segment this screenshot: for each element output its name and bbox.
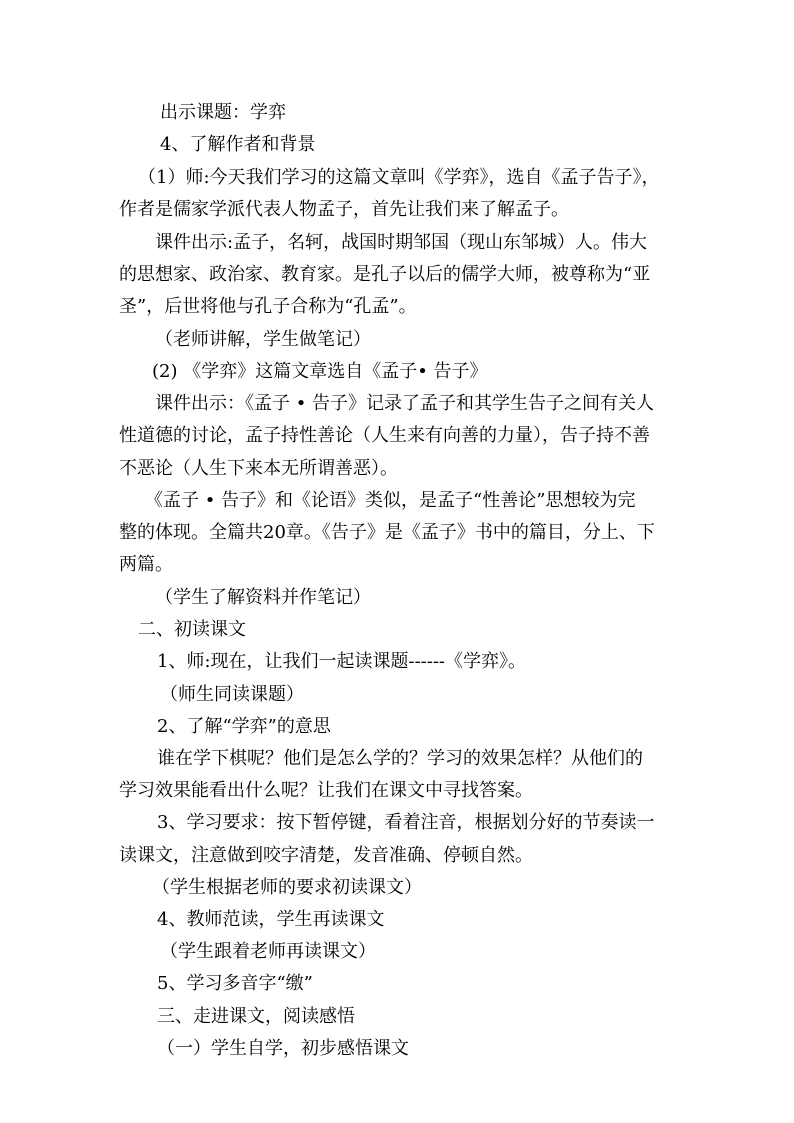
- text-line: 读课文，注意做到咬字清楚，发音准确、停顿自然。: [119, 845, 533, 866]
- text-line: 3、学习要求：按下暂停键，看着注音，根据划分好的节奏读一: [157, 812, 655, 833]
- text-line: 《孟子 • 告子》和《论语》类似，是孟子“性善论”思想较为完: [145, 490, 636, 511]
- text-line: 整的体现。全篇共20章。《告子》是《孟子》书中的篇目，分上、下: [119, 522, 655, 543]
- text-line: 课件出示：《孟子 • 告子》记录了孟子和其学生告子之间有关人: [155, 393, 655, 414]
- text-line: （老师讲解，学生做笔记）: [155, 329, 371, 350]
- text-line: 出示课题：学弈: [160, 102, 286, 123]
- text-line: 圣”，后世将他与孔子合称为“孔孟”。: [119, 296, 417, 317]
- text-line: （学生了解资料并作笔记）: [155, 587, 371, 608]
- text-line: 4、教师范读，学生再读课文: [157, 909, 385, 930]
- text-line: 作者是儒家学派代表人物孟子，首先让我们来了解孟子。: [119, 199, 569, 220]
- text-line: 两篇。: [119, 554, 173, 575]
- text-line: （学生根据老师的要求初读课文）: [152, 877, 422, 898]
- text-line: 不恶论（人生下来本无所谓善恶）。: [119, 458, 398, 479]
- text-line: 性道德的讨论，孟子持性善论（人生来有向善的力量），告子持不善: [119, 425, 650, 446]
- text-line: （学生跟着老师再读课文）: [160, 941, 376, 962]
- text-line: （1）师:今天我们学习的这篇文章叫《学弈》，选自《孟子告子》，: [138, 167, 660, 188]
- text-line: 1、师:现在，让我们一起读课题------《学弈》。: [157, 651, 527, 672]
- text-line: 学习效果能看出什么呢？让我们在课文中寻找答案。: [119, 780, 533, 801]
- text-line: 二、初读课文: [138, 619, 246, 640]
- text-line: (2) 《学弈》这篇文章选自《孟子• 告子》: [152, 361, 488, 382]
- text-line: 谁在学下棋呢？他们是怎么学的？学习的效果怎样？从他们的: [157, 748, 643, 769]
- text-line: 5、学习多音字“缴”: [157, 973, 313, 994]
- text-line: （师生同读课题）: [160, 684, 304, 705]
- text-line: 4、了解作者和背景: [160, 134, 316, 155]
- text-line: （一）学生自学，初步感悟课文: [157, 1038, 409, 1059]
- text-line: 三、走进课文，阅读感悟: [157, 1006, 355, 1027]
- text-line: 课件出示:孟子，名轲，战国时期邹国（现山东邹城）人。伟大: [155, 232, 648, 253]
- text-line: 的思想家、政治家、教育家。是孔子以后的儒学大师，被尊称为“亚: [119, 264, 651, 285]
- text-line: 2、了解“学弈”的意思: [157, 716, 331, 737]
